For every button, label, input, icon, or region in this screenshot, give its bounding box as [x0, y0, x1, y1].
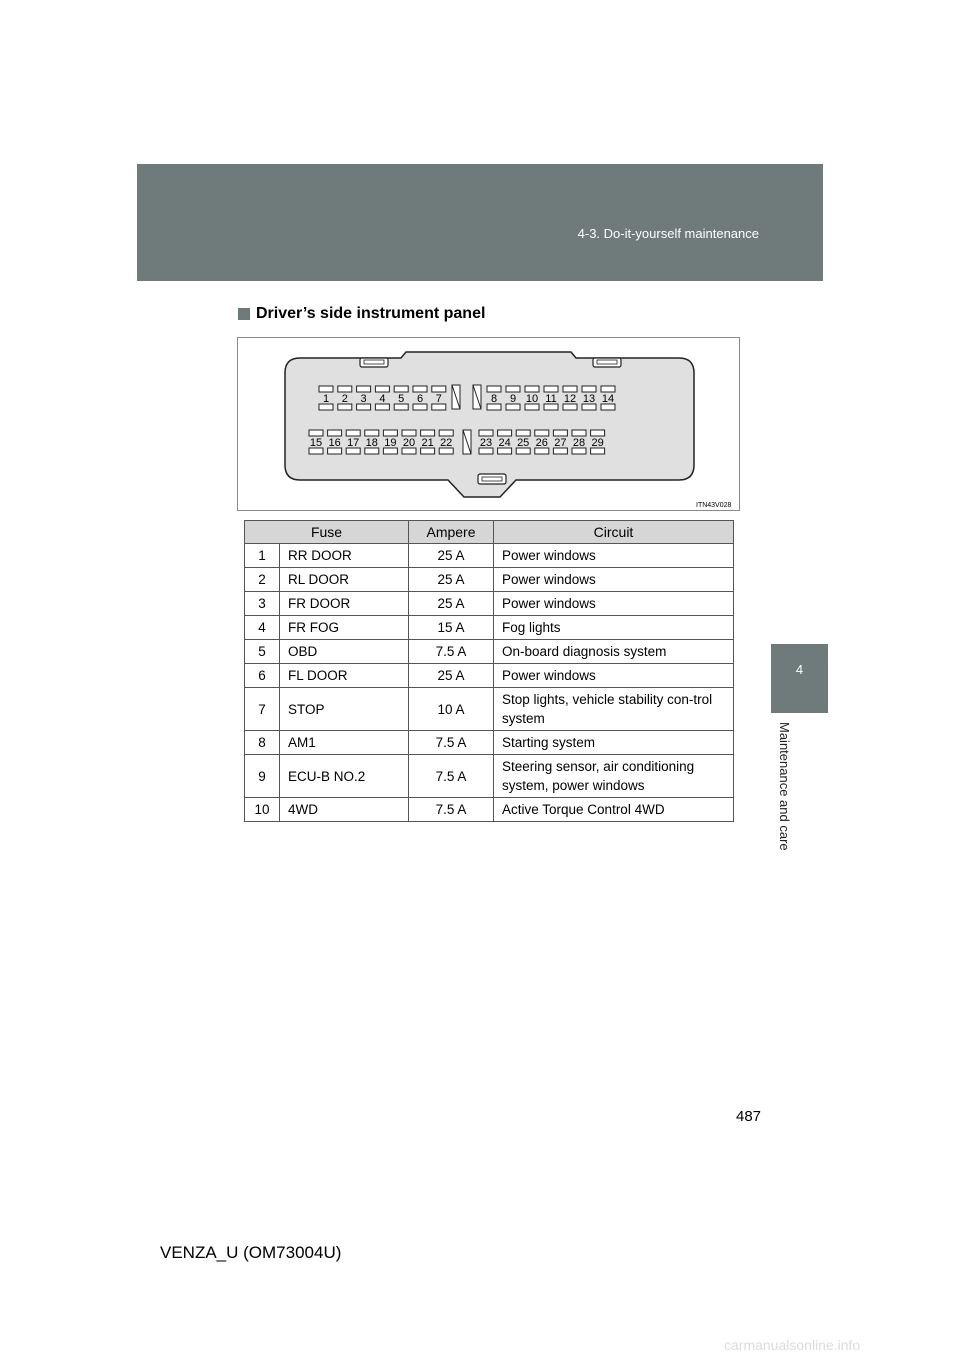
fuse-slot-label: 19: [384, 437, 397, 449]
fuse-slot-label: 15: [309, 437, 323, 449]
fuse-circuit: Power windows: [494, 544, 734, 568]
table-row: [245, 664, 734, 688]
fuse-slot-label: 3: [360, 393, 367, 405]
table-row: [245, 568, 734, 592]
fuse-ampere: 10 A: [409, 688, 494, 731]
fuse-slot-22: [439, 430, 453, 454]
fuse-slot-label: 25: [517, 437, 530, 449]
fuse-name: 4WD: [280, 798, 409, 822]
fuse-ampere: 7.5 A: [409, 731, 494, 755]
fuse-slot-label: 27: [554, 437, 567, 449]
fuse-ampere: 25 A: [409, 592, 494, 616]
table-row: [245, 544, 734, 568]
fuse-slot-15: [309, 430, 323, 454]
fuse-table: [244, 520, 734, 822]
section-title: 4-3. Do-it-yourself maintenance: [577, 226, 759, 241]
fuse-slot-label: 11: [545, 393, 557, 405]
table-header-row: [245, 521, 734, 544]
fuse-slot-label: 13: [582, 393, 596, 405]
page-number: 487: [736, 1108, 762, 1125]
fuse-name: RR DOOR: [280, 544, 409, 568]
fuse-circuit: Stop lights, vehicle stability con-trol system: [494, 688, 734, 731]
fuse-slot-label: 7: [435, 393, 442, 405]
fuse-circuit: Steering sensor, air conditioning system, power windows: [494, 755, 734, 798]
chapter-number: 4: [795, 662, 804, 677]
fuse-slot-label: 21: [421, 437, 434, 449]
fuse-slot-19: [383, 430, 397, 454]
model-code: VENZA_U (OM73004U): [160, 1243, 342, 1262]
square-bullet-icon: [238, 308, 250, 320]
fuse-slot-label: 18: [365, 437, 378, 449]
fuse-name: STOP: [280, 688, 409, 731]
fuse-slot-29: [591, 430, 605, 454]
table-row: [245, 688, 734, 731]
fuse-slot-18: [365, 430, 379, 454]
fuse-slot-label: 1: [322, 393, 330, 405]
fuse-box-diagram: [237, 337, 740, 511]
fuse-ampere: 7.5 A: [409, 798, 494, 822]
fuse-number: 5: [245, 640, 280, 664]
fuse-slot-label: 17: [347, 437, 360, 449]
section-heading: [238, 305, 485, 323]
fuse-slot-11: [544, 386, 558, 410]
fuse-number: 8: [245, 731, 280, 755]
fuse-number: 4: [245, 616, 280, 640]
fuse-slot-26: [535, 430, 549, 454]
fuse-slot-label: 16: [328, 437, 341, 449]
column-header-circuit: Circuit: [494, 521, 734, 544]
fuse-slot-20: [402, 430, 416, 454]
fuse-circuit: Active Torque Control 4WD: [494, 798, 734, 822]
table-row: [245, 640, 734, 664]
fuse-ampere: 15 A: [409, 616, 494, 640]
chapter-tab[interactable]: [771, 644, 828, 713]
fuse-slot-label: 24: [498, 437, 511, 449]
fuse-slot-12: [563, 386, 577, 410]
header-band: [137, 164, 823, 281]
fuse-name: FR FOG: [280, 616, 409, 640]
fuse-ampere: 7.5 A: [409, 755, 494, 798]
fuse-slot-21: [421, 430, 435, 454]
column-header-ampere: Ampere: [409, 521, 494, 544]
fuse-number: 3: [245, 592, 280, 616]
fuse-number: 9: [245, 755, 280, 798]
fuse-circuit: Power windows: [494, 568, 734, 592]
fuse-name: ECU-B NO.2: [280, 755, 409, 798]
fuse-slot-24: [498, 430, 512, 454]
table-row: [245, 592, 734, 616]
fuse-slot-label: 14: [601, 393, 615, 405]
column-header-fuse: Fuse: [245, 521, 409, 544]
fuse-slot-label: 9: [509, 393, 517, 405]
fuse-slot-label: 8: [490, 393, 498, 405]
fuse-slot-label: 4: [379, 393, 386, 405]
fuse-slot-14: [601, 386, 615, 410]
fuse-number: 10: [245, 798, 280, 822]
fuse-slot-label: 5: [398, 393, 405, 405]
fuse-ampere: 25 A: [409, 544, 494, 568]
fuse-slot-16: [328, 430, 342, 454]
fuse-slot-label: 28: [572, 437, 586, 449]
fuse-circuit: Power windows: [494, 592, 734, 616]
table-row: [245, 755, 734, 798]
fuse-number: 1: [245, 544, 280, 568]
fuse-slot-label: 12: [563, 393, 577, 405]
fuse-slot-13: [582, 386, 596, 410]
fuse-slot-10: [525, 386, 539, 410]
fuse-name: FL DOOR: [280, 664, 409, 688]
fuse-ampere: 7.5 A: [409, 640, 494, 664]
chapter-label: Maintenance and care: [777, 722, 792, 851]
fuse-slot-label: 2: [341, 393, 348, 405]
fuse-number: 7: [245, 688, 280, 731]
fuse-circuit: Fog lights: [494, 616, 734, 640]
fuse-name: AM1: [280, 731, 409, 755]
fuse-slot-label: 10: [525, 393, 539, 405]
fuse-ampere: 25 A: [409, 568, 494, 592]
section-heading-text: Driver’s side instrument panel: [256, 305, 486, 322]
fuse-name: FR DOOR: [280, 592, 409, 616]
fuse-slot-label: 23: [479, 437, 493, 449]
fuse-number: 6: [245, 664, 280, 688]
fuse-circuit: Power windows: [494, 664, 734, 688]
fuse-number: 2: [245, 568, 280, 592]
fuse-slot-23: [479, 430, 493, 454]
fuse-slot-25: [516, 430, 530, 454]
site-watermark: carmanualsonline.info: [724, 1337, 861, 1353]
fuse-slot-28: [572, 430, 586, 454]
table-row: [245, 798, 734, 822]
fuse-circuit: Starting system: [494, 731, 734, 755]
table-row: [245, 731, 734, 755]
fuse-slot-17: [346, 430, 360, 454]
fuse-circuit: On-board diagnosis system: [494, 640, 734, 664]
fuse-slot-label: 6: [416, 393, 424, 405]
fuse-ampere: 25 A: [409, 664, 494, 688]
fuse-slot-label: 22: [440, 437, 453, 449]
fuse-slot-label: 20: [402, 437, 416, 449]
fuse-slot-label: 29: [591, 437, 604, 449]
fuse-name: OBD: [280, 640, 409, 664]
fuse-name: RL DOOR: [280, 568, 409, 592]
fuse-slot-label: 26: [535, 437, 548, 449]
diagram-code: ITN43V028: [696, 502, 732, 509]
table-row: [245, 616, 734, 640]
fuse-slot-27: [553, 430, 567, 454]
